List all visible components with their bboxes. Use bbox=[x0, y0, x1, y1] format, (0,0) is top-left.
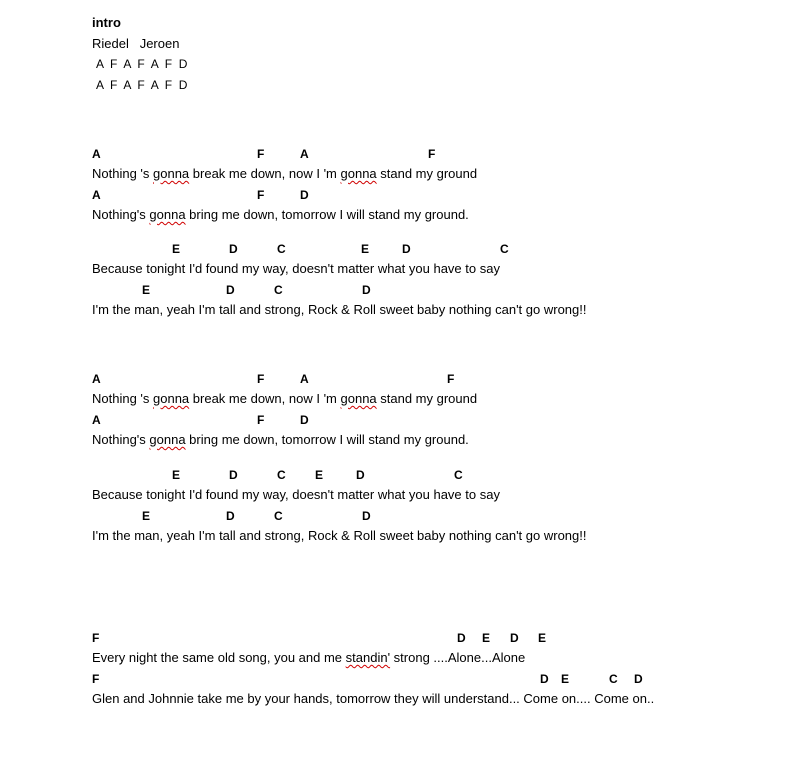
lyric-line: Nothing 's gonna break me down, now I 'm gonna stand my ground bbox=[92, 166, 478, 181]
chord: D bbox=[226, 509, 235, 523]
chord: F bbox=[447, 372, 455, 386]
chord: D bbox=[362, 283, 371, 297]
chord: D bbox=[510, 631, 519, 645]
lyric-line: Because tonight I'd found my way, doesn't matter what you have to say bbox=[92, 261, 500, 276]
lyric-line: Nothing's gonna bring me down, tomorrow I will stand my ground. bbox=[92, 432, 469, 447]
chord: C bbox=[277, 468, 286, 482]
chord: C bbox=[609, 672, 618, 686]
chord: D bbox=[362, 509, 371, 523]
spellcheck-word[interactable]: gonna bbox=[149, 432, 186, 447]
chord: D bbox=[356, 468, 365, 482]
chord: D bbox=[402, 242, 411, 256]
chord: F bbox=[257, 372, 265, 386]
lyric-line: Every night the same old song, you and me standin' strong ....Alone...Alone bbox=[92, 650, 526, 665]
chord: E bbox=[172, 242, 181, 256]
chord: D bbox=[229, 468, 238, 482]
chord: E bbox=[172, 468, 181, 482]
chord: F bbox=[428, 147, 436, 161]
chord: D bbox=[457, 631, 466, 645]
spellcheck-word[interactable]: gonna bbox=[340, 391, 377, 406]
chord: D bbox=[300, 413, 309, 427]
chord: C bbox=[277, 242, 286, 256]
chord: C bbox=[500, 242, 509, 256]
chord: E bbox=[361, 242, 370, 256]
spellcheck-word[interactable]: gonna bbox=[153, 166, 190, 181]
chord: D bbox=[540, 672, 549, 686]
chord: E bbox=[142, 509, 151, 523]
chord: C bbox=[454, 468, 463, 482]
chord: A bbox=[92, 413, 101, 427]
chord: A bbox=[92, 188, 101, 202]
chord: E bbox=[538, 631, 547, 645]
chord: A bbox=[300, 372, 309, 386]
chord: E bbox=[561, 672, 570, 686]
lyric-line: Nothing 's gonna break me down, now I 'm gonna stand my ground bbox=[92, 391, 478, 406]
lyric-line: I'm the man, yeah I'm tall and strong, Rock & Roll sweet baby nothing can't go wrong!! bbox=[92, 302, 587, 317]
chord: A bbox=[92, 147, 101, 161]
chord: E bbox=[315, 468, 324, 482]
chord: F bbox=[92, 672, 100, 686]
chord: F bbox=[257, 188, 265, 202]
intro-pattern: A F A F A F D bbox=[96, 78, 188, 92]
lyric-line: Glen and Johnnie take me by your hands, tomorrow they will understand... Come on.... Come on.. bbox=[92, 691, 655, 706]
spellcheck-word[interactable]: gonna bbox=[149, 207, 186, 222]
intro-authors: Riedel Jeroen bbox=[92, 36, 180, 51]
chord: F bbox=[257, 147, 265, 161]
chord: D bbox=[634, 672, 643, 686]
chord: C bbox=[274, 509, 283, 523]
lyric-line: Nothing's gonna bring me down, tomorrow I will stand my ground. bbox=[92, 207, 469, 222]
chord: D bbox=[229, 242, 238, 256]
chord: A bbox=[92, 372, 101, 386]
chord: D bbox=[226, 283, 235, 297]
spellcheck-word[interactable]: gonna bbox=[153, 391, 190, 406]
chord: D bbox=[300, 188, 309, 202]
chord: C bbox=[274, 283, 283, 297]
chord: A bbox=[300, 147, 309, 161]
intro-heading: intro bbox=[92, 15, 121, 30]
lyric-line: Because tonight I'd found my way, doesn't matter what you have to say bbox=[92, 487, 500, 502]
chord: E bbox=[142, 283, 151, 297]
chord: F bbox=[92, 631, 100, 645]
spellcheck-word[interactable]: gonna bbox=[340, 166, 377, 181]
intro-pattern: A F A F A F D bbox=[96, 57, 188, 71]
spellcheck-word[interactable]: standin' bbox=[345, 650, 391, 665]
chord: E bbox=[482, 631, 491, 645]
chord: F bbox=[257, 413, 265, 427]
lyric-line: I'm the man, yeah I'm tall and strong, Rock & Roll sweet baby nothing can't go wrong!! bbox=[92, 528, 587, 543]
